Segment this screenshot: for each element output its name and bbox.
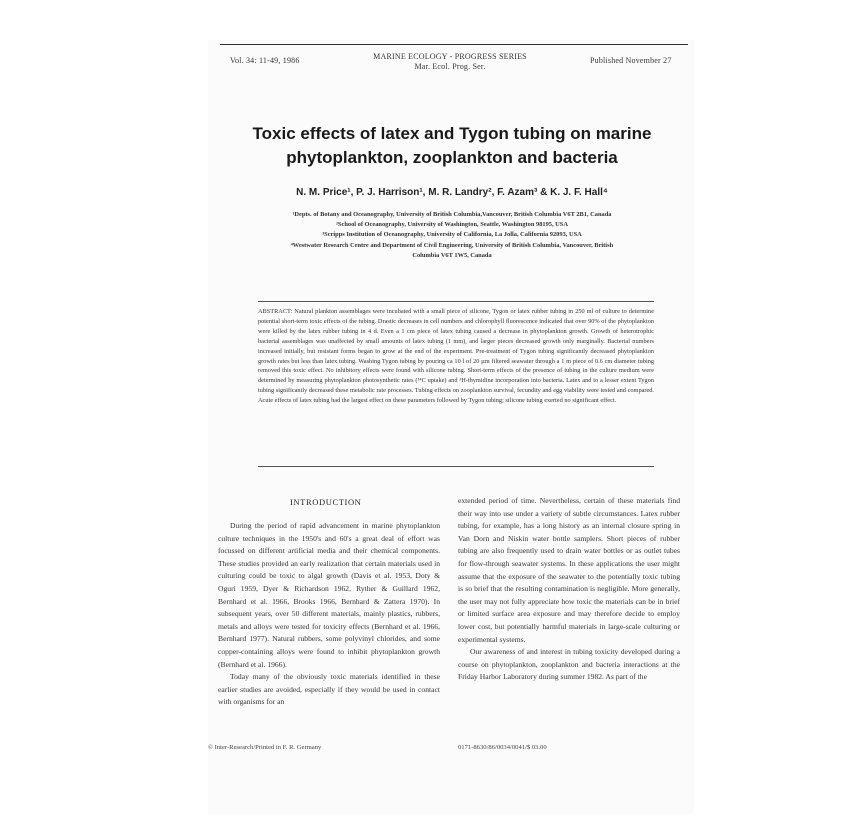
left-paragraph-2: Today many of the obviously toxic materials identified in these earlier studies are avoided, especially if they would be used in contact with organisms for an — [218, 672, 440, 707]
header-rule — [220, 44, 688, 45]
right-paragraph-1: extended period of time. Nevertheless, certain of these materials find their way into use under a variety of subtle circumstances. Latex rubber tubing, for example, has a long history as an internal closure spring in Van Dorn and Niskin water bottle samplers. Short pieces of rubber tubing are also frequently used to drain water bottles or as outlet tubes for flow-through seawater systems. In these applications the user might assume that the exposure of the seawater to the potentially toxic tubing is so brief that the resulting contamination is negligible. More generally, the user may not fully appreciate how toxic the materials can be in brief or limited surface area exposure and may therefore decide to employ lower cost, but potentially harmful materials in large-scale culturing or experimental systems. — [458, 496, 680, 644]
right-paragraph-2: Our awareness of and interest in tubing toxicity developed during a course on phytoplankton, zooplankton and bacteria interactions at the Friday Harbor Laboratory during summer 1982. As part of the — [458, 647, 680, 682]
left-column — [218, 520, 440, 709]
authors: N. M. Price¹, P. J. Harrison¹, M. R. Landry², F. Azam³ & K. J. F. Hall⁴ — [296, 187, 608, 198]
publication-date: Published November 27 — [590, 56, 672, 65]
copyright-footer: © Inter-Research/Printed in F. R. Germany — [208, 744, 322, 751]
issn-footer: 0171-8630/86/0034/0041/$ 03.00 — [458, 744, 547, 751]
affiliation-1: ¹Depts. of Botany and Oceanography, University of British Columbia,Vancouver, British Columbia V6T 2B1, Canada — [292, 211, 612, 218]
affiliations — [212, 210, 692, 261]
volume-info: Vol. 34: 11-49, 1986 — [230, 56, 300, 65]
affiliation-2: ²School of Oceanography, University of Washington, Seattle, Washington 98195, USA — [336, 221, 568, 229]
affiliation-4-cont: Columbia V6T 1W5, Canada — [412, 251, 492, 259]
left-paragraph-1: During the period of rapid advancement in marine phytoplankton culture techniques in the 1950's and 60's a great deal of effort was focussed on different artificial media and their chemical components. These studies provided an early realization that certain materials used in culturing could be toxic to algal growth (Davis et al. 1953, Doty & Oguri 1959, Dyer & Richardson 1962, Ryther & Guillard 1962, Bernhard et al. 1966, Brooks 1966, Bernhard & Zattera 1970). In subsequent years, over 50 different materials, mainly plastics, rubbers, metals and alloys were tested for toxicity effects (Bernhard et al. 1966, Bernhard 1977). Natural rubbers, some polyvinyl chlorides, and some copper-containing alloys were found to inhibit phytoplankton growth (Bernhard et al. 1966). — [218, 521, 440, 669]
journal-line-1: MARINE ECOLOGY - PROGRESS SERIES — [373, 52, 527, 61]
journal-line-2: Mar. Ecol. Prog. Ser. — [414, 62, 486, 71]
abstract-top-rule — [258, 301, 654, 302]
affiliation-4: ⁴Westwater Research Centre and Department of Civil Engineering, University of British Columbia, Vancouver, British — [290, 241, 614, 249]
abstract-bottom-rule — [258, 466, 654, 467]
journal-name — [350, 52, 550, 72]
section-heading-introduction: INTRODUCTION — [290, 497, 362, 507]
affiliation-3: ³Scripps Institution of Oceanography, University of California, La Jolla, California 92093, USA — [322, 231, 582, 239]
title-line-2: phytoplankton, zooplankton and bacteria — [286, 148, 618, 167]
paper-title — [212, 122, 692, 170]
title-line-1: Toxic effects of latex and Tygon tubing on marine — [252, 124, 652, 143]
abstract: ABSTRACT: Natural plankton assemblages were incubated with a small piece of silicone, Tygon or latex rubber tubing in 250 ml of culture to determine potential short-term toxic effects of the tubing. Drastic decreases in cell numbers and chlorophyll fluorescence indicated that over 90% of the phytoplankton were killed by the latex rubber tubing in 4 d. Even a 1 cm piece of latex tubing caused a decrease in phytoplankton growth. Growth of heterotrophic bacterial assemblages was unaffected by small amounts of latex tubing (1 mm), and larger pieces decreased growth only marginally. Bacterial numbers increased initially, but resistant forms began to grow at the end of the experiment. Pre-treatment of Tygon tubing significantly decreased phytoplankton growth rates but less than latex tubing. Washing Tygon tubing by pouring ca 10 l of 20 µm filtered seawater through a 1 m piece of 0.6 cm diameter tubing removed this toxic effect. No inhibitory effects were found with silicone tubing. Short-term effects of the presence of tubing in the culture medium were determined by measuring phytoplankton photosynthetic rates (¹⁴C uptake) and ³H-thymidine incorporation into bacteria. Latex and to a lesser extent Tygon tubing significantly decreased these metabolic rate processes. Tubing effects on zooplankton survival, fecundity and egg viability were tested and compared. Acute effects of latex tubing had the largest effect on these parameters followed by Tygon tubing; silicone tubing exerted no significant effect. — [258, 308, 654, 405]
right-column — [458, 495, 680, 684]
